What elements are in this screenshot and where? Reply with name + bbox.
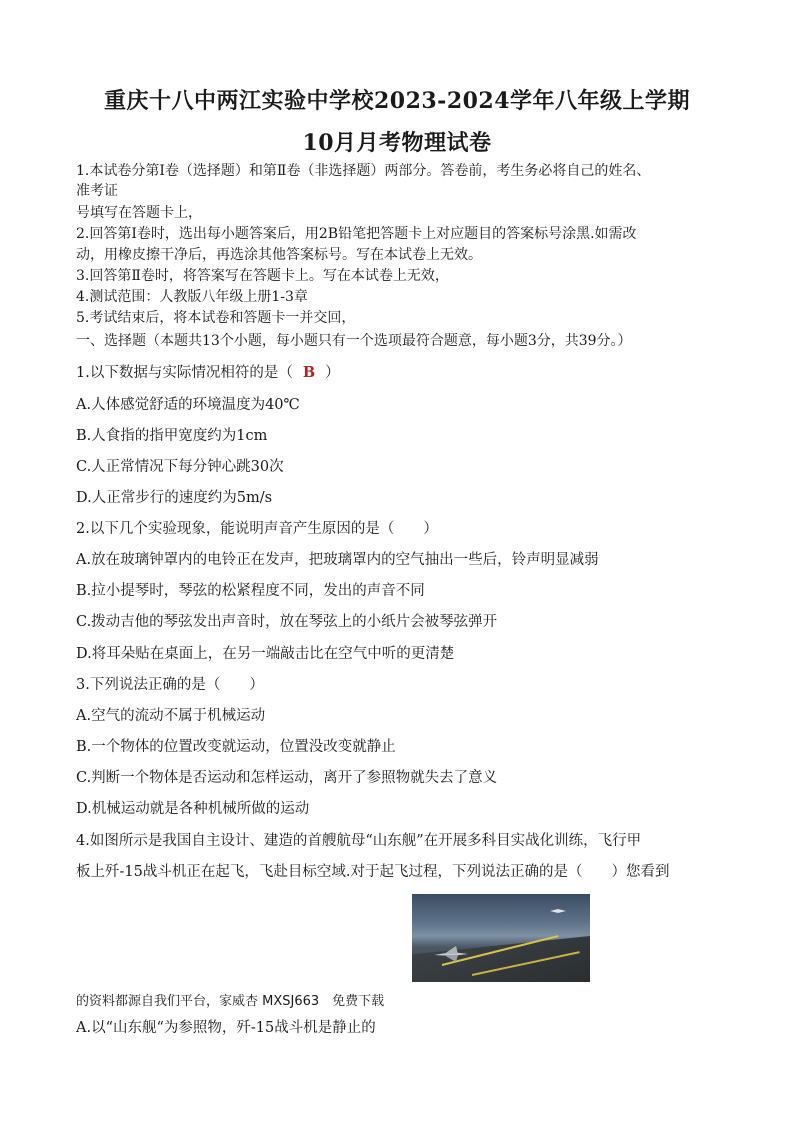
- watermark-text: 的资料都源自我们平台，家威杏 MXSJ663 免费下载: [76, 994, 385, 1009]
- option-line: C.判断一个物体是否运动和怎样运动，离开了参照物就失去了意义: [76, 770, 498, 786]
- question-1-answer: B: [302, 364, 316, 381]
- note-line: 3.回答第Ⅱ卷时，将答案写在答题卡上。写在本试卷上无效，: [76, 268, 449, 284]
- note-line: 1.本试卷分第Ⅰ卷（选择题）和第Ⅱ卷（非选择题）两部分。答卷前，考生务必将自己的姓名、: [76, 163, 651, 179]
- question-4-stem-line1: 4.如图所示是我国自主设计、建造的首艘航母“山东舰”在开展多科目实战化训练，飞行甲: [76, 833, 642, 849]
- aircraft-carrier-photo: [412, 894, 590, 982]
- question-2-stem: 2.以下几个实验现象，能说明声音产生原因的是（ ）: [76, 521, 438, 537]
- note-line: 准考证: [76, 183, 118, 199]
- note-line: 动，用橡皮擦干净后，再选涂其他答案标号。写在本试卷上无效。: [76, 247, 482, 263]
- question-1-stem: [76, 363, 726, 383]
- option-line: B.一个物体的位置改变就运动，位置没改变就静止: [76, 739, 396, 755]
- flying-jet-icon: [550, 908, 566, 914]
- option-line: D.人正常步行的速度约为5m/s: [76, 490, 273, 506]
- question-1-stem-close: ）: [325, 365, 340, 381]
- option-line: A.人体感觉舒适的环境温度为40℃: [76, 397, 300, 413]
- option-line: A.放在玻璃钟罩内的电铃正在发声，把玻璃罩内的空气抽出一些后，铃声明显减弱: [76, 552, 599, 568]
- question-1-stem-text: 1.以下数据与实际情况相符的是（: [76, 365, 293, 381]
- option-line: B.拉小提琴时，琴弦的松紧程度不同，发出的声音不同: [76, 583, 425, 599]
- option-line: A.以“山东舰“为参照物，歼-15战斗机是静止的: [76, 1020, 376, 1036]
- option-line: C.拨动吉他的琴弦发出声音时，放在琴弦上的小纸片会被琴弦弹开: [76, 614, 498, 630]
- note-line: 5.考试结束后，将本试卷和答题卡一并交回，: [76, 310, 356, 326]
- exam-title-line1: 重庆十八中两江实验中学校2023-2024学年八年级上学期: [103, 88, 691, 114]
- note-line: 号填写在答题卡上，: [76, 205, 202, 221]
- section-heading: 一、选择题（本题共13个小题，每小题只有一个选项最符合题意，每小题3分，共39分。）: [76, 333, 632, 349]
- fighter-jet-icon: [434, 946, 468, 962]
- note-line: 2.回答第Ⅰ卷时，选出每小题答案后，用2B铅笔把答题卡上对应题目的答案标号涂黑.如需改: [76, 226, 637, 242]
- option-line: D.将耳朵贴在桌面上，在另一端敲击比在空气中听的更清楚: [76, 646, 455, 662]
- option-line: D.机械运动就是各种机械所做的运动: [76, 801, 310, 817]
- option-line: B.人食指的指甲宽度约为1cm: [76, 428, 268, 444]
- question-3-stem: 3.下列说法正确的是（ ）: [76, 677, 264, 693]
- question-4-stem-line2: 板上歼-15战斗机正在起飞，飞赴目标空域.对于起飞过程，下列说法正确的是（ ）您看到: [76, 864, 670, 880]
- option-line: A.空气的流动不属于机械运动: [76, 708, 266, 724]
- exam-title-line2: 10月月考物理试卷: [302, 130, 492, 156]
- note-line: 4.测试范围：人教版八年级上册1-3章: [76, 289, 308, 305]
- option-line: C.人正常情况下每分钟心跳30次: [76, 459, 284, 475]
